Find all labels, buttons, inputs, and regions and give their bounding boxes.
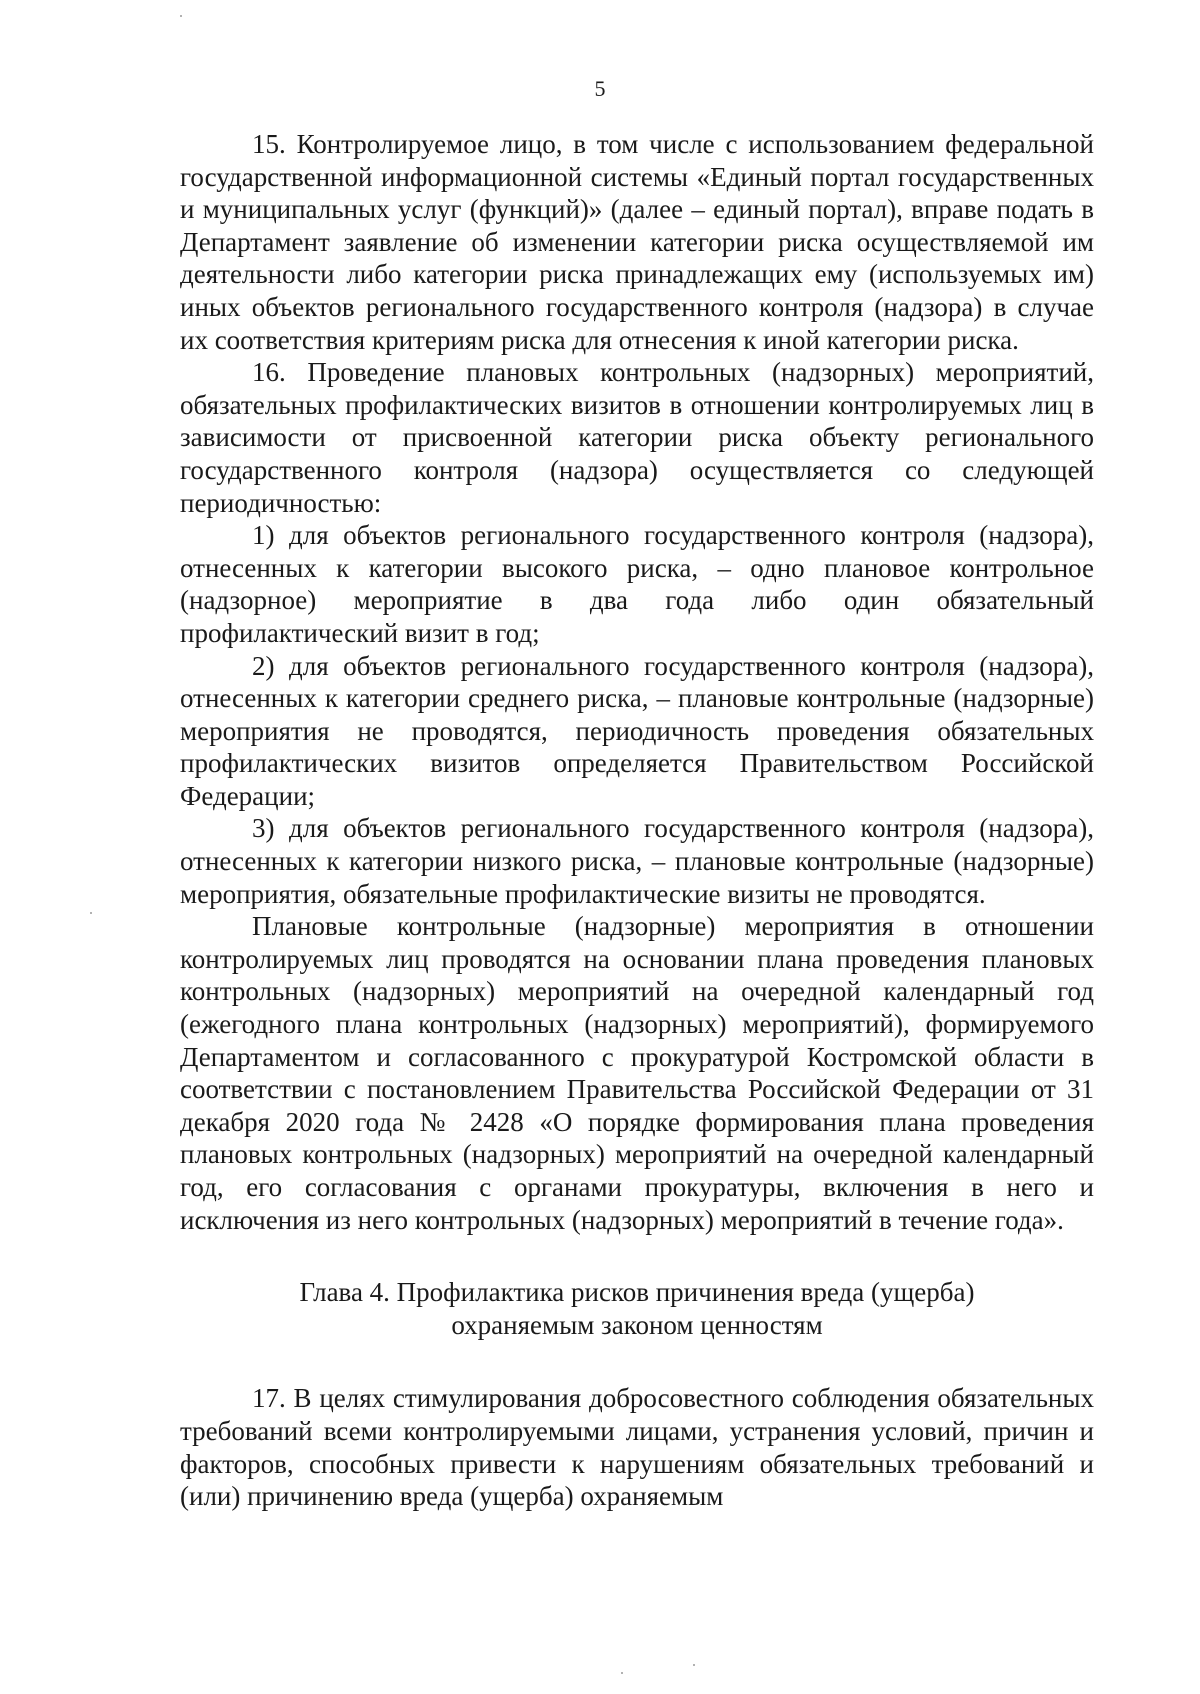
paragraph-16-item-1: 1) для объектов регионального государственного контроля (надзора), отнесенных к категории высокого риска, – одно плановое контрольное (надзорное) мероприятие в два года либо один обязательный профилактический визит в год; — [180, 520, 1094, 648]
document-body — [180, 128, 1094, 1513]
scan-speck — [693, 1664, 695, 1666]
paragraph-planned-measures: Плановые контрольные (надзорные) мероприятия в отношении контролируемых лиц проводятся на основании плана проведения плановых контрольных (надзорных) мероприятий на очередной календарный год (ежегодного плана контрольных (надзорных) мероприятий), формируемого Департаментом и согласованного с прокуратурой Костромской области в соответствии с постановлением Правительства Российской Федерации от 31 декабря 2020 года № 2428 «О порядке формирования плана проведения плановых контрольных (надзорных) мероприятий на очередной календарный год, его согласования с органами прокуратуры, включения в него и исключения из него контрольных (надзорных) мероприятий в течение года». — [180, 911, 1094, 1235]
paragraph-16-item-2: 2) для объектов регионального государственного контроля (надзора), отнесенных к категории среднего риска, – плановые контрольные (надзорные) мероприятия не проводятся, периодичность проведения обязательных профилактических визитов определяется Правительством Российской Федерации; — [180, 650, 1094, 811]
paragraph-17: 17. В целях стимулирования добросовестного соблюдения обязательных требований всеми контролируемыми лицами, устранения условий, причин и факторов, способных привести к нарушениям обязательных требований и (или) причинению вреда (ущерба) охраняемым — [180, 1383, 1094, 1512]
chapter-heading-line-1: Глава 4. Профилактика рисков причинения вреда (ущерба) — [299, 1277, 975, 1308]
scan-speck — [180, 15, 182, 17]
paragraph-16: 16. Проведение плановых контрольных (надзорных) мероприятий, обязательных профилактических визитов в отношении контролируемых лиц в зависимости от присвоенной категории риска объекту регионального государственного контроля (надзора) осуществляется со следующей периодичностью: — [180, 357, 1094, 518]
page-number: 5 — [594, 76, 606, 101]
chapter-heading — [180, 1276, 1094, 1341]
chapter-heading-line-2: охраняемым законом ценностям — [451, 1309, 823, 1340]
paragraph-15: 15. Контролируемое лицо, в том числе с использованием федеральной государственной информационной системы «Единый портал государственных и муниципальных услуг (функций)» (далее – единый портал), вправе подать в Департамент заявление об изменении категории риска осуществляемой им деятельности либо категории риска принадлежащих ему (используемых им) иных объектов регионального государственного контроля (надзора) в случае их соответствия критериям риска для отнесения к иной категории риска. — [180, 129, 1094, 355]
paragraph-16-item-3: 3) для объектов регионального государственного контроля (надзора), отнесенных к категории низкого риска, – плановые контрольные (надзорные) мероприятия, обязательные профилактические визиты не проводятся. — [180, 813, 1094, 909]
scan-speck — [90, 912, 92, 914]
scan-speck — [621, 1672, 623, 1674]
